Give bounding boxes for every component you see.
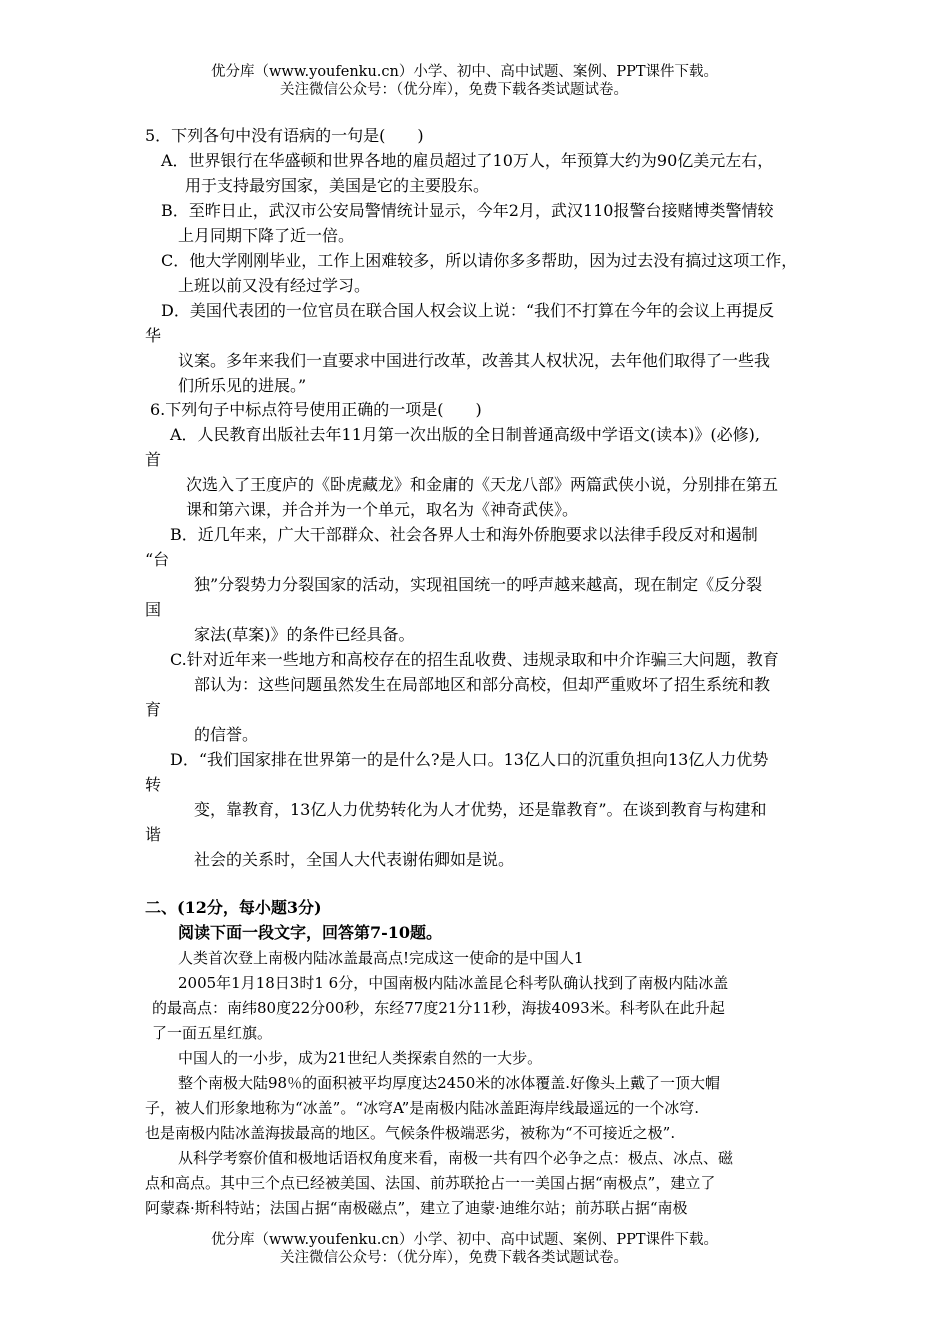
- header-line-2: 关注微信公众号：（优分库），免费下载各类试题试卷。: [280, 82, 628, 98]
- q6-option-b-wrap: “台: [145, 550, 170, 569]
- q5-option-d-cont-2: 们所乐见的进展。”: [178, 376, 307, 395]
- q5-option-c-cont: 上班以前又没有经过学习。: [178, 276, 371, 295]
- q6-option-a-cont-2: 课和第六课，并合并为一个单元，取名为《神奇武侠》。: [186, 500, 579, 519]
- q5-option-c: C．他大学刚刚毕业，工作上困难较多，所以请你多多帮助，因为过去没有搞过这项工作，: [161, 251, 798, 270]
- q6-option-c-wrap: 育: [145, 700, 162, 719]
- q6-option-d-cont-2: 社会的关系时，全国人大代表谢佑卿如是说。: [194, 850, 515, 869]
- q6-option-d-wrap-2: 谐: [145, 825, 162, 844]
- passage-p1: 2005年1月18日3时1 6分，中国南极内陆冰盖昆仑科考队确认找到了南极内陆冰盖: [178, 974, 729, 992]
- q6-option-a-wrap: 首: [145, 450, 162, 469]
- q6-option-b-wrap-2: 国: [145, 600, 162, 619]
- passage-p3-cont: 子，被人们形象地称为“冰盖”。“冰穹A”是南极内陆冰盖距海岸线最遥远的一个冰穹.: [145, 1099, 700, 1117]
- q5-stem: 5．下列各句中没有语病的一句是( ): [145, 126, 424, 145]
- passage-p3: 整个南极大陆98％的面积被平均厚度达2450米的冰体覆盖.好像头上戴了一顶大帽: [178, 1074, 721, 1092]
- q6-option-d-wrap: 转: [145, 775, 162, 794]
- passage-p3-cont-2: 也是南极内陆冰盖海拔最高的地区。气候条件极端恶劣，被称为“不可接近之极”.: [145, 1124, 676, 1142]
- section-2-title: 二、(12分，每小题3分): [145, 898, 322, 917]
- q6-option-d: D．“我们国家排在世界第一的是什么?是人口。13亿人口的沉重负担向13亿人力优势: [170, 750, 769, 769]
- footer-line-1: 优分库（www.youfenku.cn）小学、初中、高中试题、案例、PPT课件下载。: [211, 1232, 719, 1248]
- q6-option-c: C.针对近年来一些地方和高校存在的招生乱收费、违规录取和中介诈骗三大问题，教育: [170, 650, 779, 669]
- q6-stem: 6.下列句子中标点符号使用正确的一项是( ): [150, 400, 482, 419]
- passage-p4-cont-2: 阿蒙森·斯科特站；法国占据“南极磁点”，建立了迪蒙·迪维尔站；前苏联占据“南极: [145, 1199, 688, 1217]
- header-line-1: 优分库（www.youfenku.cn）小学、初中、高中试题、案例、PPT课件下载。: [211, 64, 719, 80]
- q6-option-a-cont: 次选入了王度庐的《卧虎藏龙》和金庸的《天龙八部》两篇武侠小说，分别排在第五: [186, 475, 779, 494]
- passage-p4: 从科学考察价值和极地话语权角度来看，南极一共有四个必争之点：极点、冰点、磁: [178, 1149, 734, 1167]
- passage-title: 人类首次登上南极内陆冰盖最高点!完成这一使命的是中国人1: [178, 949, 584, 967]
- q5-option-b: B．至昨日止，武汉市公安局警情统计显示，今年2月，武汉110报警台接赌博类警情较: [161, 201, 774, 220]
- footer-line-2: 关注微信公众号：（优分库），免费下载各类试题试卷。: [280, 1250, 628, 1266]
- q5-option-d-cont: 议案。多年来我们一直要求中国进行改革，改善其人权状况，去年他们取得了一些我: [178, 351, 771, 370]
- passage-p2: 中国人的一小步，成为21世纪人类探索自然的一大步。: [178, 1049, 543, 1067]
- passage-p1-cont: 的最高点：南纬80度22分00秒，东经77度21分11秒，海拔4093米。科考队在此升起: [152, 999, 725, 1017]
- q5-option-a-cont: 用于支持最穷国家，美国是它的主要股东。: [185, 176, 490, 195]
- q6-option-b-cont: 独”分裂势力分裂国家的活动，实现祖国统一的呼声越来越高，现在制定《反分裂: [194, 575, 763, 594]
- passage-p4-cont: 点和高点。其中三个点已经被美国、法国、前苏联抢占一一美国占据“南极点”，建立了: [145, 1174, 716, 1192]
- q6-option-a: A．人民教育出版社去年11月第一次出版的全日制普通高级中学语文(读本)》(必修),: [170, 425, 760, 444]
- passage-p1-cont-2: 了一面五星红旗。: [152, 1024, 273, 1042]
- q5-option-d: D．美国代表团的一位官员在联合国人权会议上说：“我们不打算在今年的会议上再提反: [161, 301, 775, 320]
- q6-option-b-cont-2: 家法(草案)》的条件已经具备。: [194, 625, 415, 644]
- q6-option-d-cont: 变，靠教育，13亿人力优势转化为人才优势，还是靠教育”。在谈到教育与构建和: [194, 800, 767, 819]
- q6-option-c-cont: 部认为：这些问题虽然发生在局部地区和部分高校，但却严重败坏了招生系统和教: [194, 675, 771, 694]
- section-2-instruction: 阅读下面一段文字，回答第7-10题。: [178, 923, 443, 942]
- q5-option-d-wrap: 华: [145, 326, 162, 345]
- q5-option-a: A．世界银行在华盛顿和世界各地的雇员超过了10万人，年预算大约为90亿美元左右，: [161, 151, 774, 170]
- q6-option-c-cont-2: 的信誉。: [194, 725, 259, 744]
- q5-option-b-cont: 上月同期下降了近一倍。: [178, 226, 355, 245]
- q6-option-b: B．近几年来，广大干部群众、社会各界人士和海外侨胞要求以法律手段反对和遏制: [170, 525, 758, 544]
